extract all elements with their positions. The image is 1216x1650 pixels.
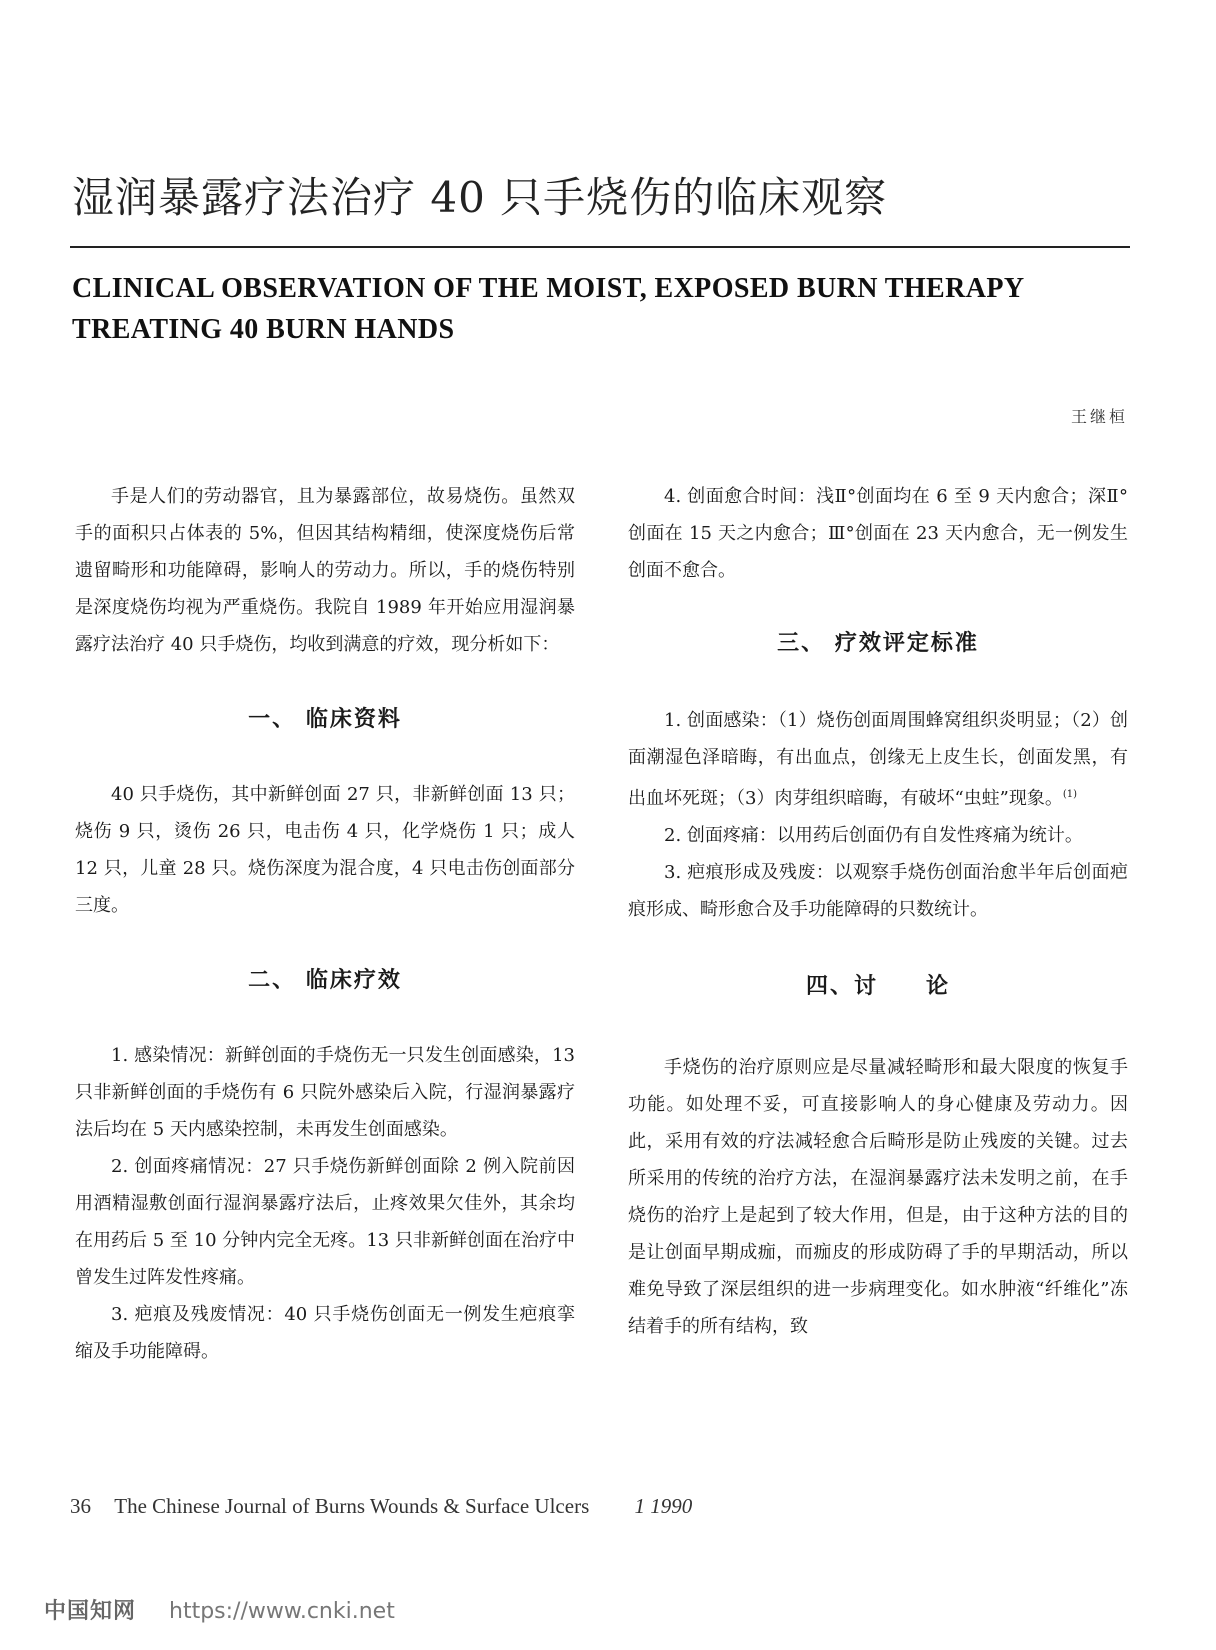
citation-ref: (1) [1062,789,1078,800]
title-en-line-2: TREATING 40 BURN HANDS [72,314,455,345]
criteria-item-pain: 2. 创面疼痛：以用药后创面仍有自发性疼痛为统计。 [664,825,1083,846]
journal-name: The Chinese Journal of Burns Wounds & Surface Ulcers [114,1494,590,1518]
right-column [628,478,1128,1345]
cnki-logo: 中国知网 [44,1599,137,1624]
issue-date: 1 1990 [634,1494,693,1518]
efficacy-item-healing-time: 4. 创面愈合时间：浅Ⅱ°创面均在 6 至 9 天内愈合；深Ⅱ°创面在 15 天之内愈合；Ⅲ°创面在 23 天内愈合，无一例发生创面不愈合。 [628,486,1128,581]
criteria-item-scar: 3. 疤痕形成及残废：以观察手烧伤创面治愈半年后创面疤痕形成、畸形愈合及手功能障碍的只数统计。 [628,862,1128,920]
page-footer [70,1494,692,1519]
section-heading-evaluation-criteria: 三、 疗效评定标准 [777,631,979,656]
section-heading-discussion: 四、讨 论 [805,974,950,999]
criteria-item-infection [628,702,1128,817]
article-title-chinese: 湿润暴露疗法治疗 40 只手烧伤的临床观察 [72,173,888,222]
discussion-paragraph: 手烧伤的治疗原则应是尽量减轻畸形和最大限度的恢复手功能。如处理不妥，可直接影响人的身心健康及劳动力。因此，采用有效的疗法减轻愈合后畸形是防止残废的关键。过去所采用的传统的治疗方法，在湿润暴露疗法未发明之前，在手烧伤的治疗上是起到了较大作用，但是，由于这种方法的目的是让创面早期成痂，而痂皮的形成防碍了手的早期活动，所以难免导致了深层组织的进一步病理变化。如水肿液“纤维化”冻结着手的所有结构，致 [628,1057,1128,1337]
title-divider [70,246,1130,248]
clinical-data-paragraph: 40 只手烧伤，其中新鲜创面 27 只，非新鲜创面 13 只；烧伤 9 只，烫伤 26 只，电击伤 4 只，化学烧伤 1 只；成人 12 只，儿童 28 只。烧伤深度为混合度，4 只电击伤创面部分三度。 [75,784,575,916]
page-number: 36 [70,1494,91,1518]
section-heading-clinical-data: 一、 临床资料 [248,707,402,732]
cnki-watermark [44,1594,395,1625]
criteria-infection-text: 1. 创面感染：（1）烧伤创面周围蜂窝组织炎明显；（2）创面潮湿色泽暗晦，有出血点，创缘无上皮生长，创面发黑，有出血坏死斑；（3）肉芽组织暗晦，有破坏“虫蛀”现象。 [628,710,1128,809]
efficacy-item-scar: 3. 疤痕及残废情况：40 只手烧伤创面无一例发生疤痕挛缩及手功能障碍。 [75,1304,575,1362]
left-column [75,478,575,1370]
section-heading-clinical-efficacy: 二、 临床疗效 [248,968,402,993]
author-name: 王继桓 [1070,407,1128,426]
cnki-url: https://www.cnki.net [169,1599,395,1624]
efficacy-item-infection: 1. 感染情况：新鲜创面的手烧伤无一只发生创面感染，13 只非新鲜创面的手烧伤有 6 只院外感染后入院，行湿润暴露疗法后均在 5 天内感染控制，未再发生创面感染。 [75,1045,575,1140]
title-en-line-1: CLINICAL OBSERVATION OF THE MOIST, EXPOSED BURN THERAPY [72,273,1025,304]
article-title-english [72,268,1152,350]
efficacy-item-pain: 2. 创面疼痛情况：27 只手烧伤新鲜创面除 2 例入院前因用酒精湿敷创面行湿润暴露疗法后，止疼效果欠佳外，其余均在用药后 5 至 10 分钟内完全无疼。13 只非新鲜创面在治疗中曾发生过阵发性疼痛。 [75,1156,575,1288]
intro-paragraph: 手是人们的劳动器官，且为暴露部位，故易烧伤。虽然双手的面积只占体表的 5%，但因其结构精细，使深度烧伤后常遗留畸形和功能障碍，影响人的劳动力。所以，手的烧伤特别是深度烧伤均视为严重烧伤。我院自 1989 年开始应用湿润暴露疗法治疗 40 只手烧伤，均收到满意的疗效，现分析如下： [75,486,575,655]
